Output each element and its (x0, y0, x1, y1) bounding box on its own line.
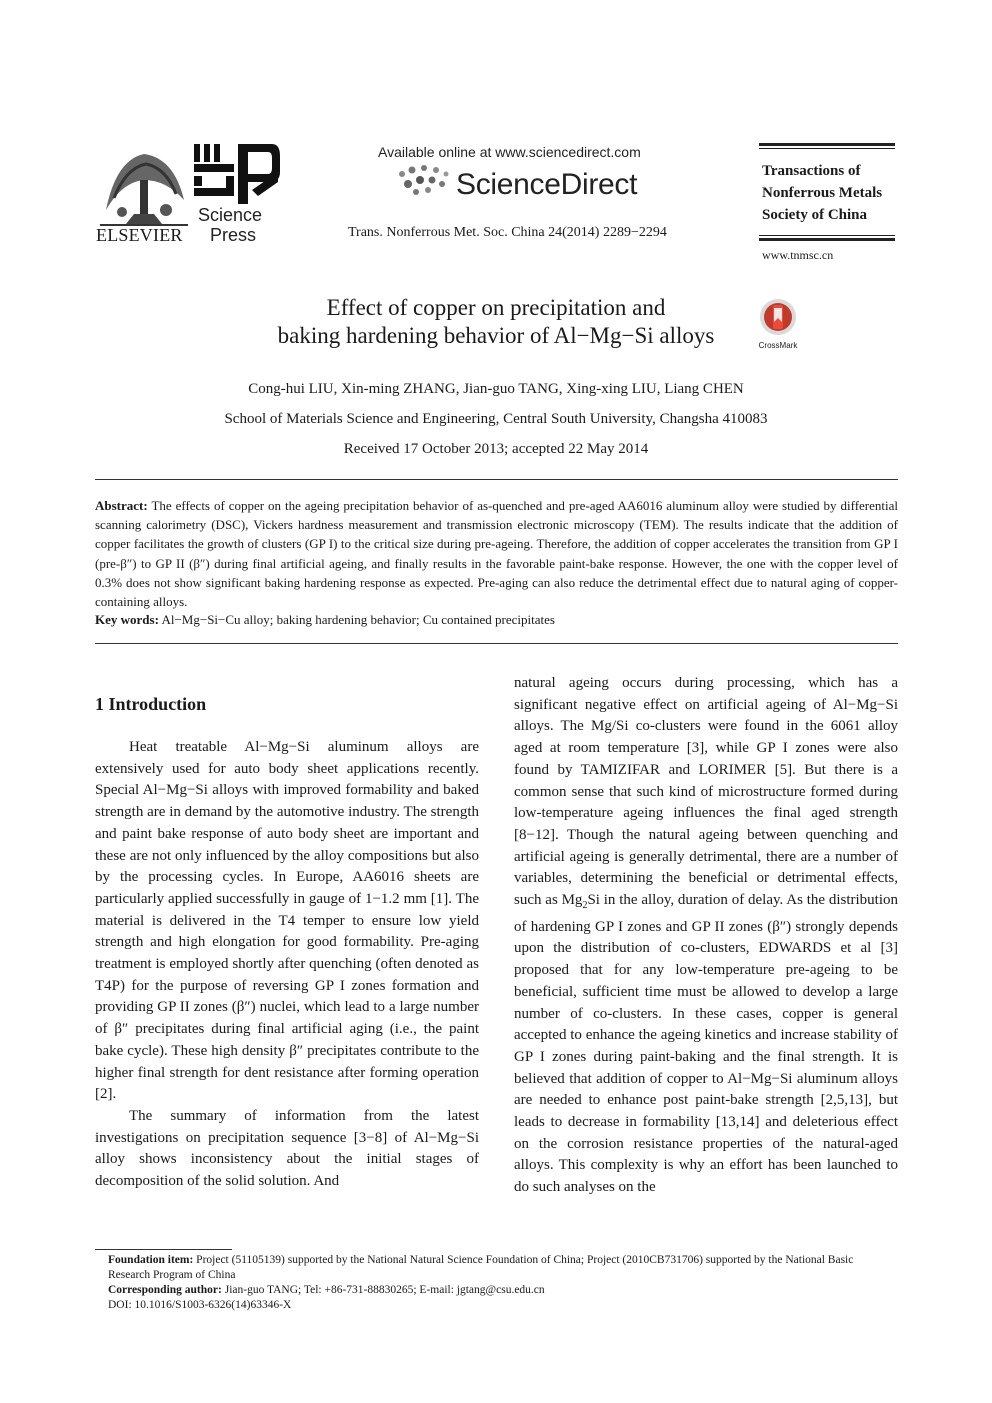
paper-title-line1: Effect of copper on precipitation and (326, 295, 666, 320)
journal-name (762, 160, 882, 226)
elsevier-wordmark: ELSEVIER (96, 225, 183, 245)
paragraph: The summary of information from the latest investigations on precipitation sequence [3−8] of Al−Mg−Si alloy shows inconsistency about the initial stages of decomposition of the solid solution. And (95, 1107, 479, 1190)
paragraph (514, 673, 898, 1199)
abstract (95, 496, 898, 611)
science-press-line1: Science (198, 205, 263, 225)
foundation-footnote (108, 1253, 898, 1283)
crossmark-label: CrossMark (758, 341, 798, 350)
foundation-label: Foundation item: (108, 1254, 194, 1266)
journal-rule (759, 235, 895, 236)
paragraph: Heat treatable Al−Mg−Si aluminum alloys are extensively used for auto body sheet applications recently. Special Al−Mg−Si alloys with improved formability and baked strength are in demand by the automotive industry. The strength and paint bake response of auto body sheet are important and these are not only influenced by the alloy compositions but also by the processing cycles. In Europe, AA6016 sheets are particularly applied successfully in gauge of 1−1.2 mm [1]. The material is delivered in the T4 temper to ensure low yield strength and high elongation for good formability. Pre-aging treatment is employed shortly after quenching (often denoted as T4P) for the purpose of reversing GP I zones formation and providing GP II zones (β″) nuclei, which lead to a large number of β″ precipitates during final artificial aging (i.e., the paint bake cycle). These high density β″ precipitates contribute to the higher final strength for dent resistance after forming operation [2]. (95, 739, 479, 1103)
journal-name-line3: Society of China (762, 207, 867, 223)
author-list: Cong-hui LIU, Xin-ming ZHANG, Jian-guo TANG, Xing-xing LIU, Liang CHEN (248, 381, 744, 397)
journal-rule (759, 148, 895, 149)
right-column (514, 673, 898, 1199)
section-heading: 1 Introduction (95, 694, 207, 714)
science-press-wordmark (198, 205, 262, 245)
journal-name-line1: Transactions of (762, 163, 861, 179)
science-press-logo (192, 142, 280, 206)
paper-title (200, 294, 792, 350)
received-dates: Received 17 October 2013; accepted 22 May 2014 (343, 441, 649, 457)
keywords-label: Key words: (95, 612, 159, 627)
available-online-link[interactable]: Available online at www.sciencedirect.com (378, 144, 641, 160)
abstract-text: The effects of copper on the ageing precipitation behavior of as-quenched and pre-aged AA6016 aluminum alloy were studied by differential scanning calorimetry (DSC), Vickers hardness measurement and transmission electronic microscopy (TEM). The results indicate that the addition of copper facilitates the growth of clusters (GP I) to the critical size during pre-ageing. Therefore, the addition of copper accelerates the transition from GP I (pre-β″) to GP II (β″) during final artificial ageing, and finally results in the favorable paint-bake response. However, the one with the copper level of 0.3% does not show significant baking hardening response as expected. Pre-aging can also reduce the detrimental effect due to natural aging of copper-containing alloys. (95, 498, 899, 610)
journal-rule (759, 238, 895, 241)
corresponding-footnote (108, 1283, 898, 1298)
left-column (95, 737, 479, 1193)
foundation-text: Project (51105139) supported by the National Natural Science Foundation of China; Project (2010CB731706) supported by the National Basic Research Program of China (108, 1254, 854, 1281)
paper-title-line2: baking hardening behavior of Al−Mg−Si alloys (277, 323, 715, 348)
journal-rule (759, 143, 895, 146)
journal-name-line2: Nonferrous Metals (762, 185, 883, 201)
abstract-top-rule (95, 479, 898, 480)
science-press-line2: Press (210, 225, 257, 245)
footnote-rule (95, 1249, 232, 1250)
keywords (95, 610, 898, 629)
abstract-bottom-rule (95, 643, 898, 644)
sciencedirect-dots-icon (396, 164, 454, 198)
subscript: 2 (582, 900, 588, 912)
abstract-label: Abstract: (95, 498, 148, 513)
paragraph-text: natural ageing occurs during processing, which has a significant negative effect on artificial ageing of Al−Mg−Si alloys. The Mg/Si co-clusters were found in the 6061 alloy aged at room temperature [3], while GP I zones were also found by TAMIZIFAR and LORIMER [5]. But there is a common sense that such kind of microstructure formed during low-temperature ageing influences the final aged strength [8−12]. Though the natural ageing between quenching and artificial ageing is generally detrimental, there are a number of variables, determining the beneficial or detrimental effects, such as Mg (514, 675, 898, 909)
affiliation: School of Materials Science and Engineering, Central South University, Changsha 410083 (224, 411, 768, 427)
journal-citation: Trans. Nonferrous Met. Soc. China 24(2014) 2289−2294 (348, 225, 667, 240)
journal-url-link[interactable]: www.tnmsc.cn (762, 248, 834, 262)
corresponding-label: Corresponding author: (108, 1284, 222, 1296)
keywords-text: Al−Mg−Si−Cu alloy; baking hardening behavior; Cu contained precipitates (161, 612, 555, 627)
sciencedirect-wordmark: ScienceDirect (456, 168, 638, 201)
doi-footnote[interactable]: DOI: 10.1016/S1003-6326(14)63346-X (108, 1299, 292, 1311)
corresponding-text: Jian-guo TANG; Tel: +86-731-88830265; E-mail: jgtang@csu.edu.cn (224, 1284, 545, 1296)
crossmark-button[interactable] (756, 298, 800, 350)
paragraph-text: Si in the alloy, duration of delay. As the distribution of hardening GP I zones and GP II zones (β″) strongly depends upon the distribution of co-clusters, EDWARDS et al [3] proposed that for any low-temperature pre-ageing to be beneficial, sufficient time must be allowed to develop a large number of co-clusters. In these cases, copper is general accepted to enhance the ageing kinetics and increase stability of GP I zones during paint-baking and the final strength. It is believed that addition of copper to Al−Mg−Si aluminum alloys are needed to enhance post paint-bake strength [2,5,13], but leads to decrease in formability [13,14] and deleterious effect on the corrosion resistance properties of the natural-aged alloys. This complexity is why an effort has been launched to do such analyses on the (514, 892, 898, 1196)
crossmark-icon (756, 298, 800, 338)
